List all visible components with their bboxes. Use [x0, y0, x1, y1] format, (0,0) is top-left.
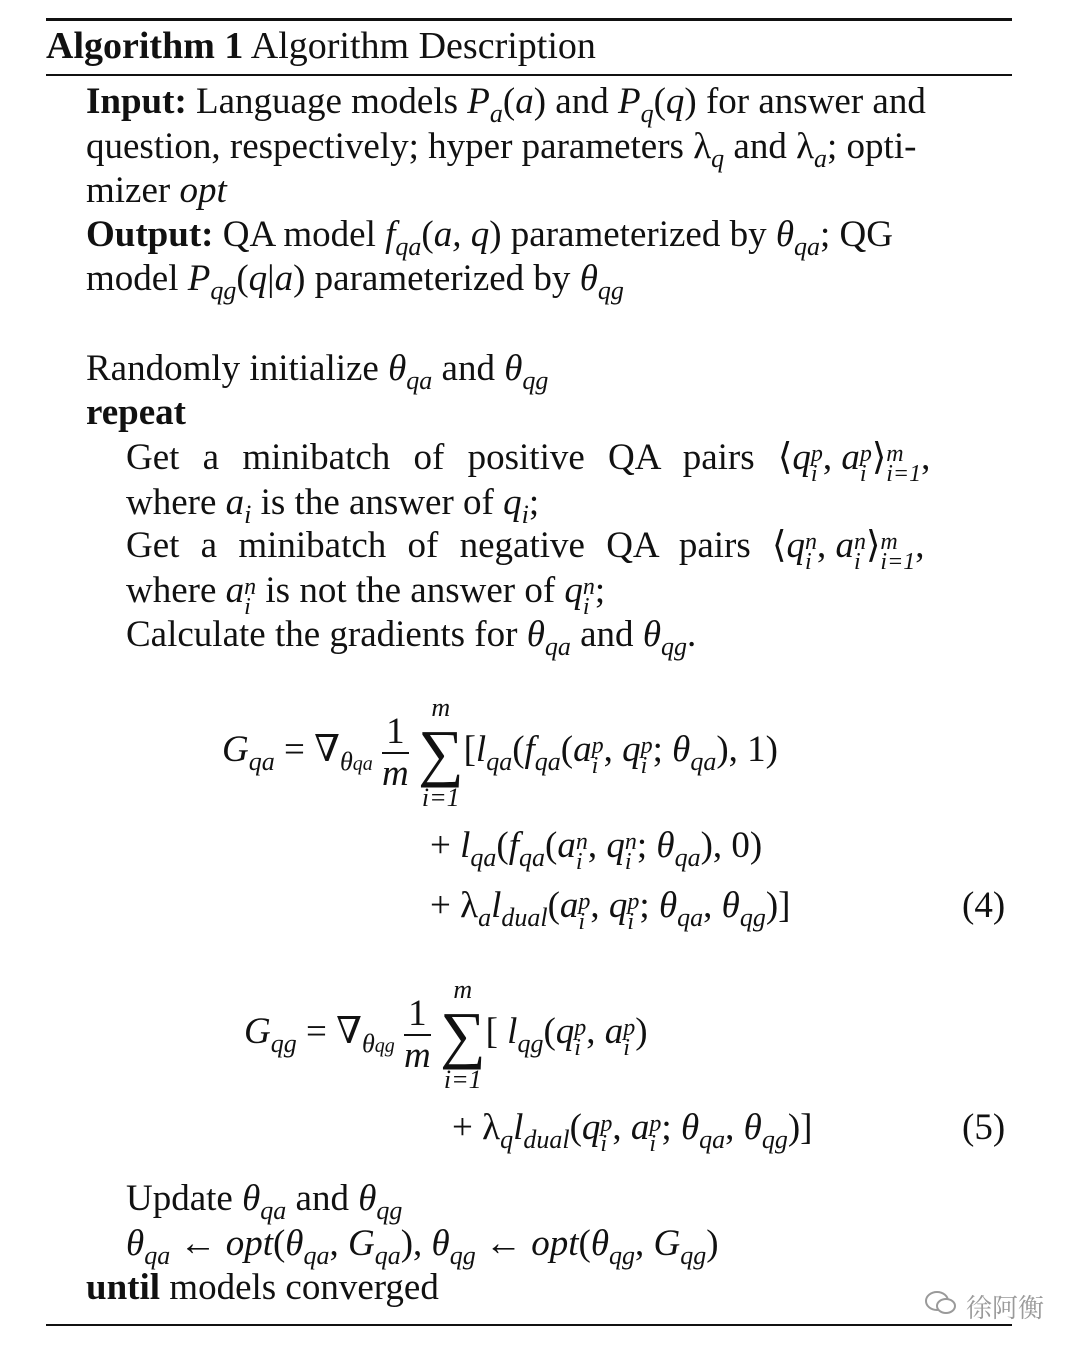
- caption-rule: [46, 74, 1012, 76]
- equation-5-number: (5): [962, 1107, 1006, 1148]
- equation-5-line-1: $G_{qg} = \nabla_{\theta qg}$ $\frac{1}{m}$ m ∑ i=1 [ $l_{qg}(q$ p i , a p i ): [244, 974, 648, 1094]
- equation-5-line-2: + $\lambda_ql_{dual}(q$ p i , a p i ; $\theta_{qa}$, $\theta_{qg}$)]: [452, 1107, 813, 1157]
- assignment-step: $\theta_{qa}$ ← $opt(\theta_{qa}$, $G_{qa}$), $\theta_{qg}$ ← $opt(\theta_{qg}$, $G_{qg}$): [126, 1223, 719, 1270]
- wechat-icon: [924, 1289, 958, 1324]
- watermark: [924, 1288, 1044, 1325]
- until-condition: models converged: [169, 1267, 439, 1308]
- input-line-3: mizer opt: [86, 170, 227, 211]
- equation-4-line-2: + $l_{qa}(f_{qa}(a$ n i , q n i ; $\theta_{qa}$), 0): [430, 825, 763, 875]
- input-line-1: Input: Language models $P_a(a)$ and $P_q(q)$ for answer and: [86, 81, 926, 128]
- positive-pairs-line-2: where $a_i$ is the answer of $q_i$;: [126, 482, 540, 529]
- watermark-text: 徐阿衡: [965, 1294, 1044, 1324]
- until-keyword: until: [86, 1267, 161, 1308]
- algorithm-title: Algorithm Description: [250, 25, 596, 67]
- negative-pairs-line-2: where a n i is not the answer of q n i ;: [126, 570, 606, 620]
- init-step: Randomly initialize $\theta_{qa}$ and $\theta_{qg}$: [86, 348, 549, 395]
- output-line-1: Output: QA model $f_{qa}(a$, q) parameterized by $\theta_{qa}$; QG: [86, 214, 893, 261]
- input-line-2: question, respectively; hyper parameters $\lambda_q$ and $\lambda_a$; opti-: [86, 126, 917, 173]
- positive-pairs-line-1: Get a minibatch of positive QA pairs ⟨q p i , a p i ⟩ m i=1 ,: [126, 437, 931, 487]
- until-step: [86, 1266, 439, 1310]
- repeat-keyword: repeat: [86, 392, 186, 433]
- bottom-rule: [46, 1324, 1012, 1326]
- output-line-2: model $P_{qg}(q|a)$ parameterized by $\theta_{qg}$: [86, 258, 624, 305]
- negative-pairs-line-1: Get a minibatch of negative QA pairs ⟨q n i , a n i ⟩ m i=1 ,: [126, 525, 925, 575]
- equation-4-number: (4): [962, 885, 1006, 926]
- algorithm-caption: [46, 24, 596, 68]
- calc-gradients: Calculate the gradients for $\theta_{qa}$ and $\theta_{qg}$.: [126, 614, 697, 661]
- output-label: Output:: [86, 214, 214, 255]
- update-step: Update $\theta_{qa}$ and $\theta_{qg}$: [126, 1178, 403, 1225]
- equation-4-line-3: + $\lambda_al_{dual}(a$ p i , q p i ; $\theta_{qa}$, $\theta_{qg}$)]: [430, 885, 791, 935]
- input-label: Input:: [86, 81, 187, 122]
- top-rule: [46, 18, 1012, 21]
- algorithm-label: Algorithm 1: [46, 25, 244, 67]
- equation-4-line-1: $G_{qa} = \nabla_{\theta qa}$ $\frac{1}{m}$ m ∑ i=1 [$l_{qa}(f_{qa}(a$ p i , q p i ; $\theta_{qa}$), 1): [222, 692, 778, 812]
